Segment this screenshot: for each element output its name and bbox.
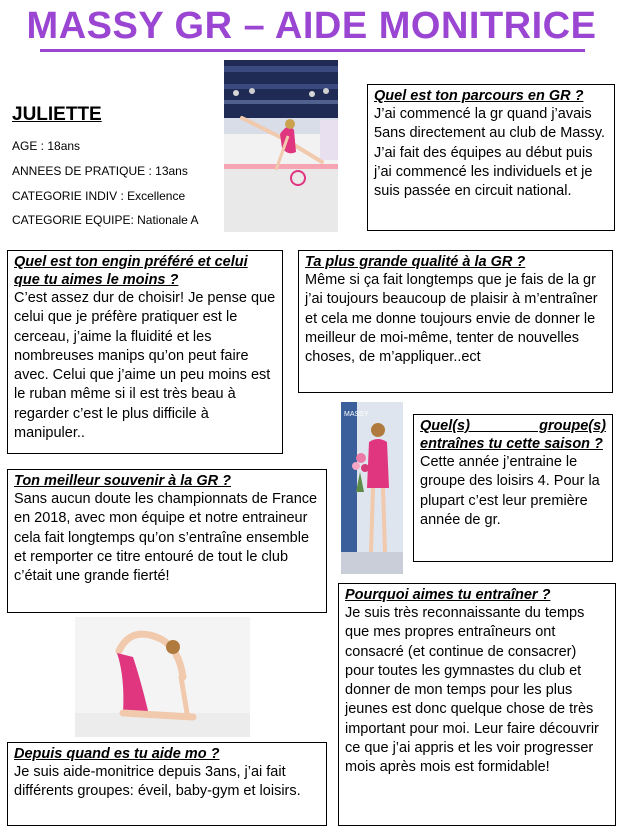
question-engin: Quel est ton engin préféré et celui que tu aimes le moins ?	[14, 254, 248, 288]
question-qualite: Ta plus grande qualité à la GR ?	[305, 254, 526, 270]
answer-pourquoi: Je suis très reconnaissante du temps que mes propres entraîneurs ont consacré (et continue de consacrer) pour toutes les gymnastes du club et donner de mon temps pour les plus jeunes est donc quelque chose de très important pour moi. Leur faire découvrir ce que j’ai appris et les voir progresser mois après mois est formidable!	[345, 605, 599, 776]
question-parcours: Quel est ton parcours en GR ?	[374, 88, 584, 104]
question-depuis: Depuis quand es tu aide mo ?	[14, 746, 220, 762]
box-groupes	[413, 414, 613, 562]
profile-category-team: CATEGORIE EQUIPE: Nationale A	[12, 213, 199, 227]
title-underline	[40, 49, 585, 52]
profile-age: AGE : 18ans	[12, 139, 81, 153]
answer-parcours: J’ai commencé la gr quand j’avais 5ans directement au club de Massy. J’ai fait des équipes au début puis j’ai commencé les individuels et je suis passée en circuit national.	[374, 106, 606, 200]
answer-souvenir: Sans aucun doute les championnats de France en 2018, avec mon équipe et notre entraineur cela fait longtemps qu’on s’entraîne ensemble et remporter ce titre entouré de tout le club c’était une grande fierté!	[14, 491, 318, 585]
box-depuis	[7, 742, 327, 826]
podium-photo	[341, 402, 403, 574]
profile-years: ANNEES DE PRATIQUE : 13ans	[12, 164, 188, 178]
backbend-photo	[75, 617, 250, 737]
answer-groupes: Cette année j’entraine le groupe des loisirs 4. Pour la plupart c’est leur première année de gr.	[420, 454, 600, 528]
question-pourquoi: Pourquoi aimes tu entraîner ?	[345, 587, 551, 603]
answer-depuis: Je suis aide-monitrice depuis 3ans, j’ai fait différents groupes: éveil, baby-gym et loisirs.	[14, 764, 301, 800]
box-qualite	[298, 250, 613, 393]
box-parcours	[367, 84, 615, 231]
podium-banner-text: MASSY	[344, 411, 369, 418]
question-groupes: Quel(s) groupe(s) entraînes tu cette saison ?	[420, 418, 606, 452]
profile-category-indiv: CATEGORIE INDIV : Excellence	[12, 189, 186, 203]
box-pourquoi	[338, 583, 616, 826]
profile-name: JULIETTE	[12, 104, 102, 125]
box-souvenir	[7, 469, 327, 613]
question-souvenir: Ton meilleur souvenir à la GR ?	[14, 473, 232, 489]
page-title: MASSY GR – AIDE MONITRICE	[26, 5, 597, 47]
answer-qualite: Même si ça fait longtemps que je fais de la gr j’ai toujours beaucoup de plaisir à m’entraîner et cela me donne toujours envie de donner le meilleur de moi-même, tenter de nouvelles choses, de m’appliquer..ect	[305, 272, 598, 366]
answer-engin: C’est assez dur de choisir! Je pense que celui que je préfère pratiquer est le cerceau, j’aime la fluidité et les nombreuses manips qu’on peut faire avec. Celui que j’aime un peu moins est le ruban même si il est très beau à regarder c’est le plus difficile à manipuler..	[14, 290, 276, 442]
competition-photo	[224, 60, 338, 232]
box-engin	[7, 250, 283, 454]
